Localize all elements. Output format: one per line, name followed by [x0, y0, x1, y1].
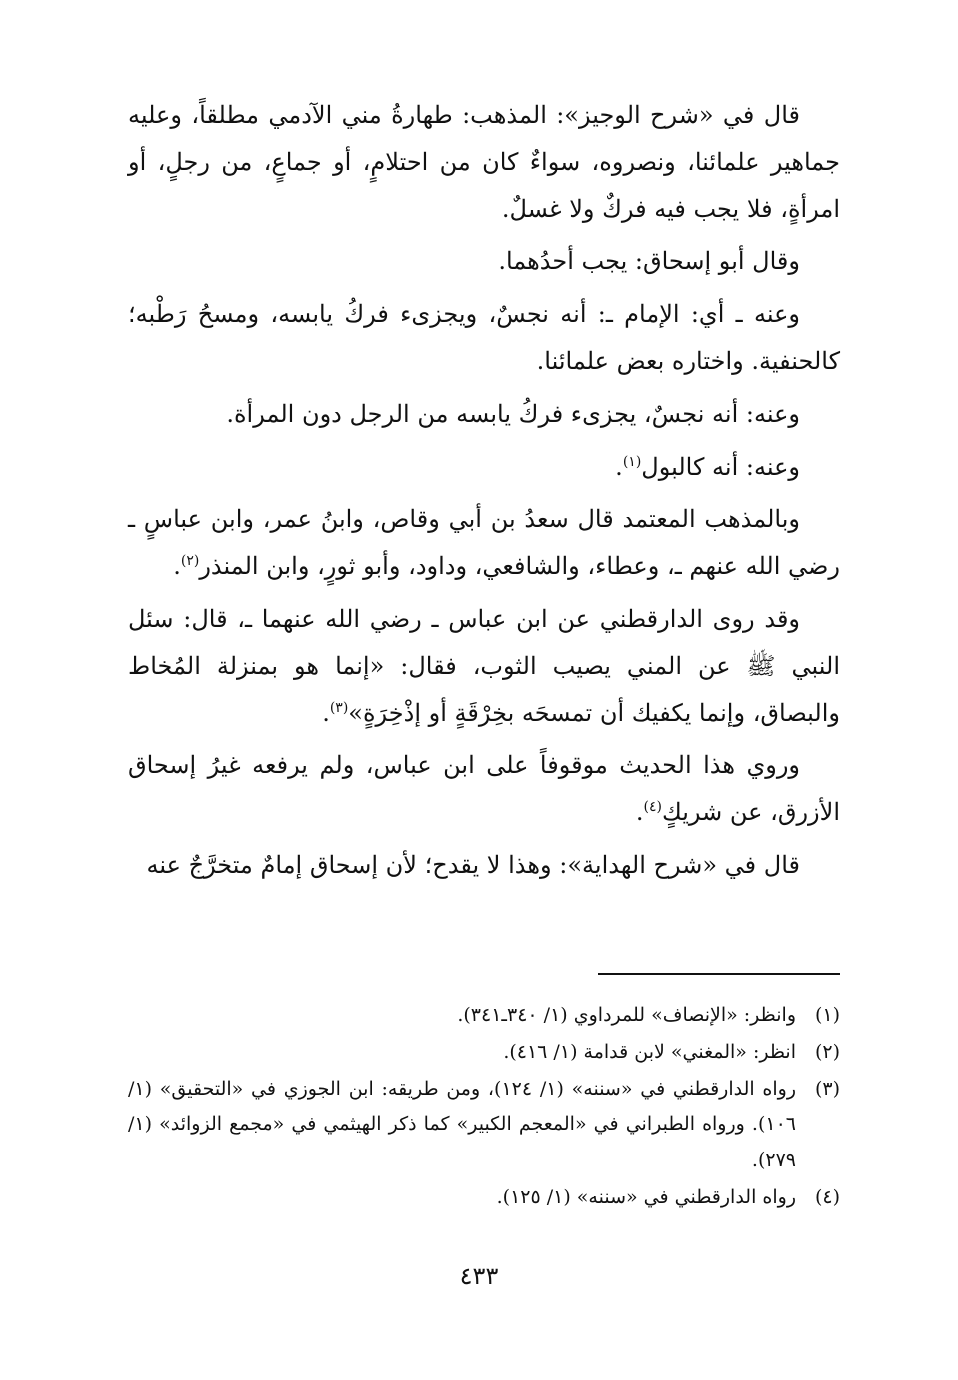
footnote-number: (١) [814, 1004, 840, 1026]
page-number: ٤٣٣ [459, 1262, 499, 1290]
footnote-text: انظر: «المغني» لابن قدامة (١/ ٤١٦). [503, 1041, 796, 1064]
footnote-number: (٣) [814, 1078, 840, 1101]
footnote-text: رواه الدارقطني في «سننه» (١/ ١٢٥). [496, 1185, 796, 1208]
paragraph [128, 391, 840, 438]
footnote [128, 1180, 840, 1215]
footnote-marker: (٤) [643, 799, 662, 816]
paragraph-text: وقال أبو إسحاق: يجب أحدُهما. [498, 247, 800, 276]
paragraph [128, 496, 840, 590]
footnote-number: (٢) [814, 1041, 840, 1064]
paragraph-text: وعنه: أنه كالبول [641, 452, 800, 481]
paragraph-tail: . [635, 798, 644, 827]
paragraph-text: وروي هذا الحديث موقوفاً على ابن عباس، ولم يرفعه غيرُ إسحاق الأزرق، عن شريكٍ [128, 751, 840, 827]
paragraph-text: وبالمذهب المعتمد قال سعدُ بن أبي وقاص، وابنُ عمر، وابن عباسٍ ـ رضي الله عنهم ـ، وعطاء، والشافعي، وداود، وأبو ثورٍ، وابن المنذر [128, 505, 840, 581]
paragraph-text: وعنه: أنه نجسٌ، يجزىء فركُ يابسه من الرجل دون المرأة. [226, 399, 800, 428]
footnotes [128, 998, 840, 1217]
paragraph-tail: . [322, 698, 330, 727]
footnote-separator [598, 973, 840, 975]
paragraph-text: قال في «شرح الوجيز»: المذهب: طهارةُ مني الآدمي مطلقاً، وعليه جماهير علمائنا، ونصروه، سواءٌ كان من احتلامٍ، أو جماعٍ، من رجلٍ، أو امرأةٍ، فلا يجب فيه فركٌ ولا غسلٌ. [128, 101, 840, 223]
paragraph-tail: . [615, 452, 623, 481]
footnote-marker: (٢) [180, 553, 200, 570]
paragraph [128, 742, 840, 836]
paragraph [128, 238, 840, 285]
paragraph [128, 842, 840, 889]
paragraph-tail: . [173, 552, 181, 581]
footnote-text: رواه الدارقطني في «سننه» (١/ ١٢٤)، ومن طريقه: ابن الجوزي في «التحقيق» (١/ ١٠٦). ورواه الطبراني في «المعجم الكبير» كما ذكر الهيثمي في «مجمع الزوائد» (١/ ٢٧٩). [128, 1078, 796, 1171]
paragraph [128, 92, 840, 232]
paragraph-text: وقد روى الدارقطني عن ابن عباس ـ رضي الله عنهما ـ، قال: سئل النبي ﷺ عن المني يصيب الثوب، فقال: «إنما هو بمنزلة المُخاط والبصاق، وإنما يكفيك أن تمسحَه بخِرْقَةٍ أو إذْخِرَةٍ» [128, 604, 840, 727]
footnote-marker: (٣) [329, 699, 349, 716]
main-text [128, 92, 840, 895]
footnote [128, 1035, 840, 1070]
paragraph-text: قال في «شرح الهداية»: وهذا لا يقدح؛ لأن إسحاق إمامٌ متخرَّجٌ عنه [146, 850, 800, 879]
paragraph [128, 596, 840, 736]
footnote [128, 998, 840, 1033]
footnote-text: وانظر: «الإنصاف» للمرداوي (١/ ٣٤٠ـ٣٤١). [457, 1004, 796, 1026]
paragraph [128, 444, 840, 491]
paragraph-text: وعنه ـ أي: الإمام ـ: أنه نجسٌ، ويجزىء فركُ يابسه، ومسحُ رَطْبه؛ كالحنفية. واختاره بعض علمائنا. [128, 300, 840, 375]
footnote-marker: (١) [622, 453, 642, 470]
footnote-number: (٤) [814, 1185, 840, 1208]
paragraph [128, 291, 840, 385]
footnote [128, 1072, 840, 1177]
